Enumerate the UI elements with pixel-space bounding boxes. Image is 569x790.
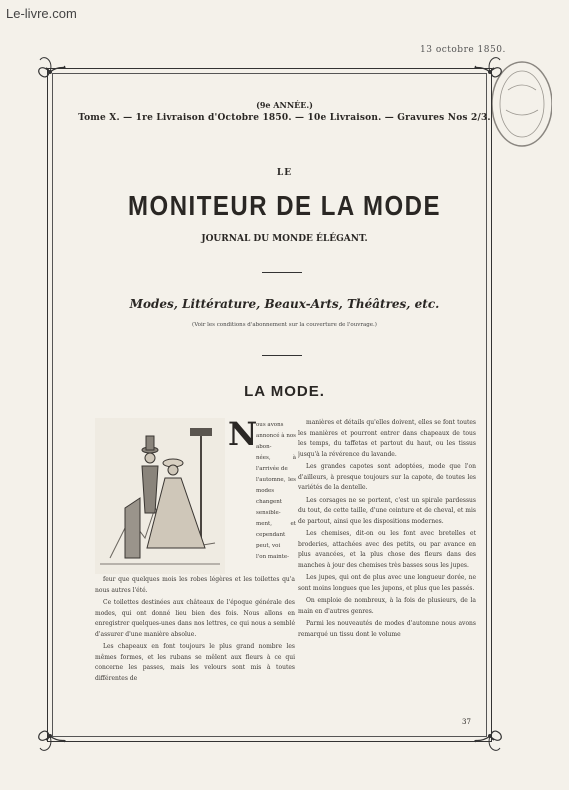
year-label: (9e ANNÉE.) [256,100,313,110]
corner-ornament-icon [470,716,510,756]
divider [262,272,302,273]
text-line: nées, à l'arrivée de [256,455,296,472]
text-line: peut, voi [256,543,281,549]
subscription-notice: (Voir les conditions d'abonnement sur la couverture de l'ouvrage.) [192,322,377,328]
title-article: LE [276,168,293,178]
right-column [298,418,476,718]
paragraph: manières et détails qu'elles doivent, elles se font toutes les manières et pourront entrer dans chapeaux de tous les temps, du taffetas et partout du haut, ou les tissus jusqu'à la révérence du lavande. [298,419,476,458]
paragraph: Les jupes, qui ont de plus avec une longueur dorée, ne sont moins longues que les jupons, et plus que les passés. [298,574,476,592]
text-line: l'on mainte- [256,554,289,560]
tome-line: Tome X. — 1re Livraison d'Octobre 1850. — 10e Livraison. — Gravures Nos 2/3. [78,113,491,123]
text-line: ous avons [256,422,284,428]
paragraph: Parmi les nouveautés de modes d'automne nous avons remarqué un tissu dont le volume [298,620,476,638]
paragraph: feur que quelques mois les robes légères et les toilettes qu'a nous autres l'été. [95,576,295,594]
header-date: 13 octobre 1850. [420,45,506,55]
section-title: LA MODE. [244,383,325,400]
watermark: Le-livre.com [6,6,77,21]
topics-line: Modes, Littérature, Beaux-Arts, Théâtres, etc. [129,297,440,311]
paragraph: Les chapeaux en font toujours le plus grand nombre les mêmes formes, et les rubans se mêlent aux fleurs à ce qui concerne les passes, mais les velours sont mis à toutes différentes de [95,643,295,682]
subtitle: JOURNAL DU MONDE ÉLÉGANT. [201,234,368,244]
paragraph: Les corsages ne se portent, c'est un spirale pardessus du tout, de cette taille, d'une ceinture et de cheval, et mis de partout, ainsi que les dispositions modernes. [298,496,476,525]
paragraph: Ce toilettes destinées aux châteaux de l'époque générale des modes, qui ont donné lieu bien des fois. Nous allons en enregistrer quelques-unes dans nos lettres, ce qui nous a semblé d'assurer d'une manière absolue. [95,599,295,638]
corner-ornament-icon [470,52,510,92]
text-beside-image [256,420,296,580]
corner-ornament-icon [30,716,70,756]
page-title: MONITEUR DE LA MODE [128,190,441,222]
text-line: changent sensible- [256,499,282,516]
engraving-illustration [95,418,225,574]
drop-cap: N [228,415,258,453]
text-line: ment, et cependant [256,521,296,538]
paragraph: On emploie de nombreux, à la fois de plusieurs, de la main en d'autres genres. [298,597,476,615]
text-line: l'automne, les modes [256,477,296,494]
paragraph: Les grandes capotes sont adoptées, mode que l'on d'ailleurs, à presque toujours sur la capote, de toutes les variétés de la dentelle. [298,463,476,491]
text-line: annoncé à nos abon- [256,433,296,450]
divider [262,355,302,356]
paragraph: Les chemises, dit-on ou les font avec bretelles et broderies, attachées avec des petits, ou par avance en plus avancées, et la plus chose des fleurs dans des manches à jour des chemises très basses sous les jupes. [298,530,476,569]
corner-ornament-icon [30,52,70,92]
page-number: 37 [462,718,471,726]
left-column [95,575,295,725]
